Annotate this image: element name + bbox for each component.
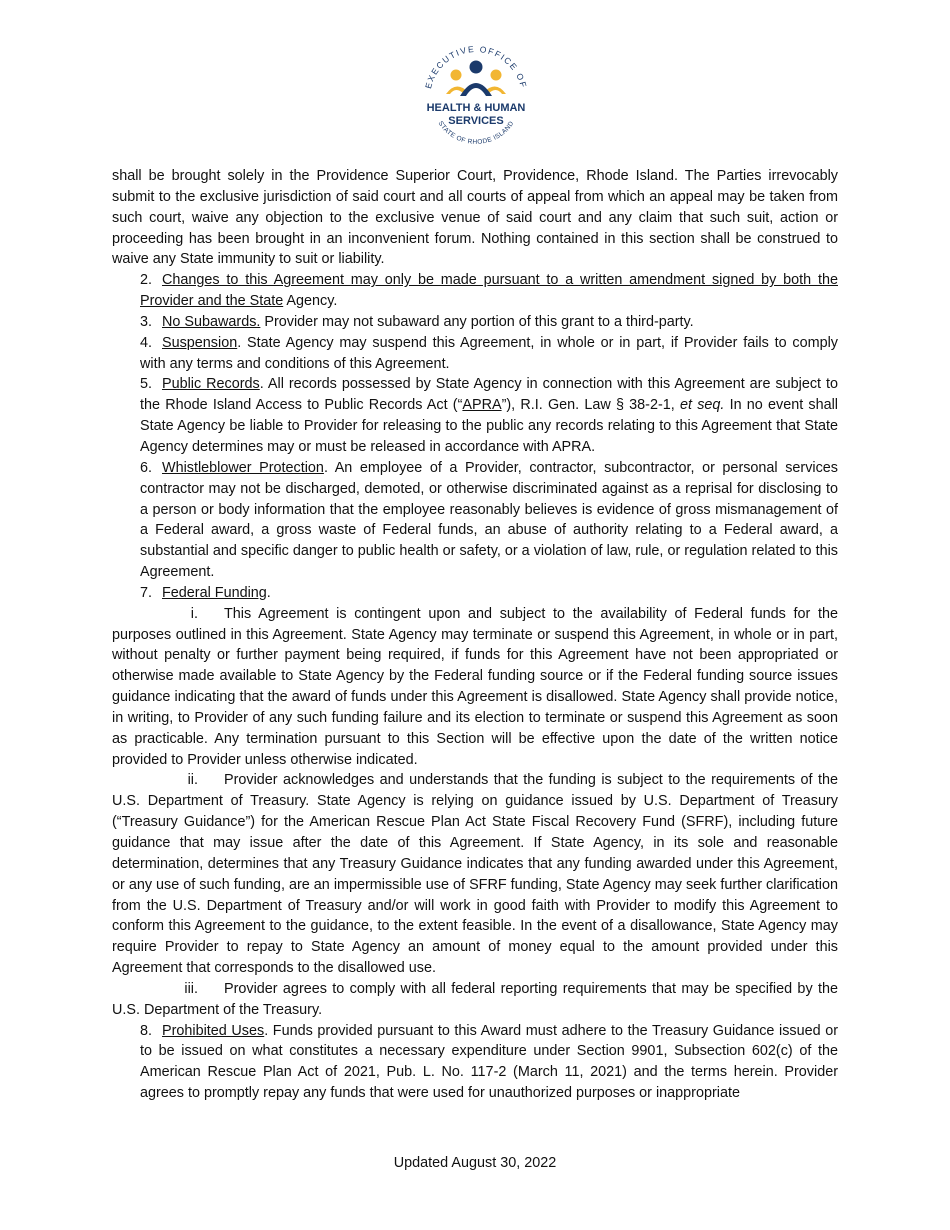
section-text: . Funds provided pursuant to this Award must adhere to the Treasury Guidance issued or to be issued on what constitutes a necessary expenditure under Section 9901, Subsection 602(c) of the American Rescue Plan Act of 2021, Pub. L. No. 117-2 (March 11, 2021) and the terms herein. Provider agrees to promptly repay any funds that were used for unauthorized purposes or inappropriate <box>140 1022 839 1102</box>
subsection-ii <box>112 770 838 978</box>
section-text: ”), R.I. Gen. Law § 38-2-1, <box>501 397 680 414</box>
section-number: 5. <box>140 376 153 393</box>
subsection-number: iii. <box>184 980 198 997</box>
section-title: Federal Funding <box>162 584 267 601</box>
subsection-text: Provider acknowledges and understands that the funding is subject to the requirements of the U.S. Department of Treasury. State Agency is relying on guidance issued by U.S. Department of Treasury (“Treasury Guidance”) for the American Rescue Plan Act State Fiscal Recovery Fund (SFRF), including future guidance that may issue after the date of this Agreement. If State Agency, in its sole and reasonable determination, determines that any Treasury Guidance indicates that any funding awarded under this Agreement, or any use of such funding, are an impermissible use of SFRF funding, State Agency may seek further clarification from the U.S. Department of Treasury and/or will work in good faith with Provider to modify this Agreement to conform this Agreement to the guidance, to the extent feasible. In the event of a disallowance, State Agency may require Provider to repay to State Agency an amount of money equal to the amount provided under this Agreement that corresponds to the disallowed use. <box>112 772 838 977</box>
page-footer: Updated August 30, 2022 <box>393 1155 557 1171</box>
section-title: Whistleblower Protection <box>162 459 324 476</box>
section-text: . <box>266 584 271 601</box>
section-text: Provider may not subaward any portion of this grant to a third-party. <box>260 313 694 330</box>
subsection-number: i. <box>190 605 198 622</box>
section-text: . An employee of a Provider, contractor, subcontractor, or personal services contractor may not be discharged, demoted, or otherwise discriminated against as a reprisal for disclosing to a person or body information that the employee reasonably believes is evidence of gross mismanagement of a Federal award, a gross waste of Federal funds, an abuse of authority relating to a Federal award, a substantial and specific danger to public health or safety, or a violation of law, rule, or regulation related to this Agreement. <box>140 459 838 581</box>
section-2 <box>112 270 838 312</box>
eohhs-logo <box>418 40 534 152</box>
agreement-body <box>112 166 838 1104</box>
subsection-i <box>112 604 838 771</box>
section-title: Changes to this Agreement may only be made pursuant to a written amendment signed by both the Provider and the State <box>140 272 838 310</box>
apra-term: APRA <box>462 397 502 414</box>
section-3 <box>112 312 838 333</box>
section-title: Prohibited Uses <box>162 1022 265 1039</box>
section-text: Agency. <box>283 293 338 310</box>
section-4 <box>112 333 838 375</box>
section-text: . State Agency may suspend this Agreement, in whole or in part, if Provider fails to comply with any terms and conditions of this Agreement. <box>140 334 838 372</box>
logo-arc-top: EXECUTIVE OFFICE OF <box>423 43 529 90</box>
logo-line2: SERVICES <box>448 115 504 127</box>
section-number: 8. <box>140 1022 153 1039</box>
paragraph-continuation: shall be brought solely in the Providence Superior Court, Providence, Rhode Island. The Parties irrevocably submit to the exclusive jurisdiction of said court and all courts of appeal from which an appeal may be taken from such court, waive any objection to the exclusive venue of said court and any claim that such suit, action or proceeding has been brought in an inconvenient forum. Nothing contained in this section shall be construed to waive any State immunity to suit or liability. <box>112 168 838 268</box>
logo-arc-bottom: STATE OF RHODE ISLAND <box>436 120 516 146</box>
section-number: 4. <box>140 334 153 351</box>
section-title: Suspension <box>162 334 238 351</box>
subsection-number: ii. <box>187 772 198 789</box>
section-7 <box>112 583 838 604</box>
family-icon <box>446 61 506 97</box>
subsection-text: Provider agrees to comply with all federal reporting requirements that may be specified by the U.S. Department of the Treasury. <box>112 980 838 1018</box>
section-number: 6. <box>140 459 153 476</box>
section-6 <box>112 458 838 583</box>
section-number: 7. <box>140 584 153 601</box>
section-number: 3. <box>140 313 153 330</box>
section-title: Public Records <box>162 376 260 393</box>
section-title: No Subawards. <box>162 313 261 330</box>
section-5 <box>112 374 838 457</box>
section-text: . All records possessed by State Agency in connection with this Agreement are subject to the Rhode Island Access to Public Records Act (“ <box>140 376 839 414</box>
logo-line1: HEALTH & HUMAN <box>426 102 526 114</box>
subsection-iii <box>112 979 838 1021</box>
subsection-text: This Agreement is contingent upon and subject to the availability of Federal funds for the purposes outlined in this Agreement. State Agency may terminate or suspend this Agreement, in whole or in part, without penalty or further payment being required, if funds for this Agreement have not been appropriated or otherwise made available to State Agency by the Federal funding source or if the Federal funding source issues guidance indicating that the award of funds under this Agreement is disallowed. State Agency shall provide notice, in writing, to Provider of any such funding failure and its election to terminate or suspend this Agreement as soon as practicable. Any termination pursuant to this Section will be effective upon the date of the written notice provided to Provider unless otherwise indicated. <box>112 605 838 768</box>
section-text: In no event shall State Agency be liable to Provider for releasing to the public any records relating to this Agreement that State Agency determines may or must be released in accordance with APRA. <box>140 397 839 455</box>
et-seq: et seq. <box>679 397 725 414</box>
section-8 <box>112 1021 838 1104</box>
section-number: 2. <box>140 272 153 289</box>
